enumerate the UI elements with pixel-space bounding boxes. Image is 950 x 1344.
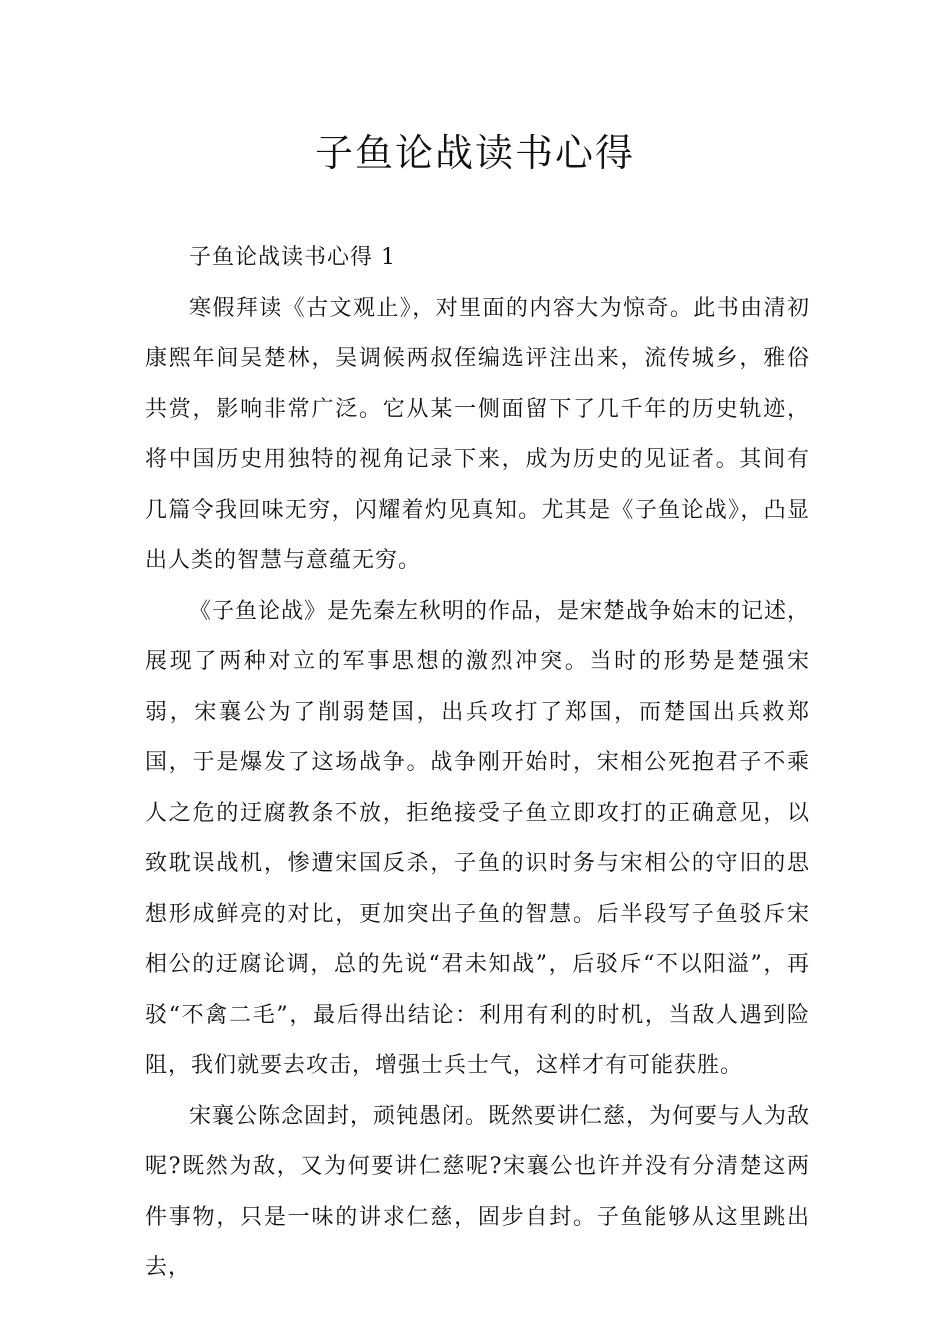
- section-heading: 子鱼论战读书心得 1: [189, 245, 396, 270]
- paragraph-3: 宋襄公陈念固封，顽钝愚闭。既然要讲仁慈，为何要与人为敌呢?既然为敌，又为何要讲仁慈呢?宋襄公也许并没有分清楚这两件事物，只是一味的讲求仁慈，固步自封。子鱼能够从这里跳出去，: [145, 1103, 811, 1280]
- document-title: 子鱼论战读书心得: [314, 131, 635, 175]
- paragraph-2: 《子鱼论战》是先秦左秋明的作品，是宋楚战争始末的记述，展现了两种对立的军事思想的激烈冲突。当时的形势是楚强宋弱，宋襄公为了削弱楚国，出兵攻打了郑国，而楚国出兵救郑国，于是爆发了这场战争。战争刚开始时，宋相公死抱君子不乘人之危的迂腐教条不放，拒绝接受子鱼立即攻打的正确意见，以致耽误战机，惨遭宋国反杀，子鱼的识时务与宋相公的守旧的思想形成鲜亮的对比，更加突出子鱼的智慧。后半段写子鱼驳斥宋相公的迂腐论调，总的先说“君未知战”，后驳斥“不以阳溢”，再驳“不禽二毛”，最后得出结论：利用有利的时机，当敌人遇到险阻，我们就要去攻击，增强士兵士气，这样才有可能获胜。: [145, 598, 811, 1078]
- document-body: [145, 233, 810, 1294]
- paragraph-1: 寒假拜读《古文观止》，对里面的内容大为惊奇。此书由清初康熙年间吴楚林，吴调候两叔侄编选评注出来，流传城乡，雅俗共赏，影响非常广泛。它从某一侧面留下了几千年的历史轨迹，将中国历史用独特的视角记录下来，成为历史的见证者。其间有几篇令我回味无穷，闪耀着灼见真知。尤其是《子鱼论战》，凸显出人类的智慧与意蕴无穷。: [145, 295, 810, 573]
